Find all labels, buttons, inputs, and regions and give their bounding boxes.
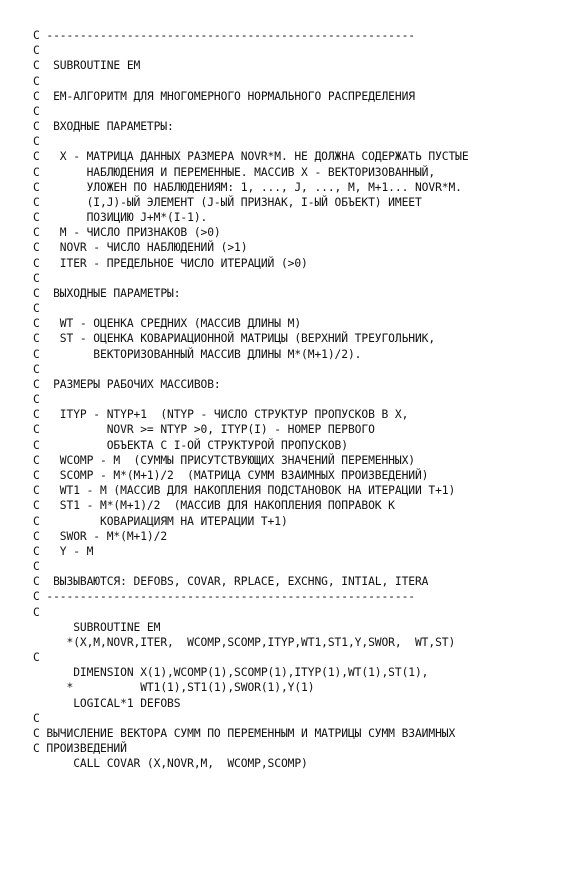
code-line: C ------------------------------------------------------- <box>33 29 415 42</box>
code-line: C <box>33 135 40 149</box>
code-line: C (I,J)-ЫЙ ЭЛЕМЕНТ (J-ЫЙ ПРИЗНАК, I-ЫЙ ОБЪЕКТ) ИМЕЕТ <box>33 195 422 209</box>
code-line: C WT1 - M (МАССИВ ДЛЯ НАКОПЛЕНИЯ ПОДСТАНОВОК НА ИТЕРАЦИИ T+1) <box>33 484 456 498</box>
code-line: C ВЫХОДНЫЕ ПАРАМЕТРЫ: <box>33 286 181 300</box>
code-line: LOGICAL*1 DEFOBS <box>33 696 181 710</box>
code-line: C ОБЪЕКТА С I-ОЙ СТРУКТУРОЙ ПРОПУСКОВ) <box>33 438 348 452</box>
code-line: C РАЗМЕРЫ РАБОЧИХ МАССИВОВ: <box>33 377 221 391</box>
fortran-code-listing <box>33 28 553 771</box>
code-line: C <box>33 271 40 285</box>
code-line: C ВЫЗЫВАЮТСЯ: DEFOBS, COVAR, RPLACE, EXCHNG, INTIAL, ITERA <box>33 575 429 589</box>
code-line: C SUBROUTINE EM <box>33 59 141 73</box>
code-line: C ST - ОЦЕНКА КОВАРИАЦИОННОЙ МАТРИЦЫ (ВЕРХНИЙ ТРЕУГОЛЬНИК, <box>33 332 436 346</box>
code-line: C ПРОИЗВЕДЕНИЙ <box>33 742 127 756</box>
code-line: C SWOR - M*(M+1)/2 <box>33 529 168 543</box>
code-line: C M - ЧИСЛО ПРИЗНАКОВ (>0) <box>33 226 221 240</box>
code-line: C ВХОДНЫЕ ПАРАМЕТРЫ: <box>33 120 174 134</box>
code-line: C ITER - ПРЕДЕЛЬНОЕ ЧИСЛО ИТЕРАЦИЙ (>0) <box>33 256 308 270</box>
code-line: *(X,M,NOVR,ITER, WCOMP,SCOMP,ITYP,WT1,ST1,Y,SWOR, WT,ST) <box>33 635 456 649</box>
code-line: C ВЕКТОРИЗОВАННЫЙ МАССИВ ДЛИНЫ M*(M+1)/2). <box>33 347 362 361</box>
code-line: C X - МАТРИЦА ДАННЫХ РАЗМЕРА NOVR*M. НЕ ДОЛЖНА СОДЕРЖАТЬ ПУСТЫЕ <box>33 150 469 164</box>
code-line: C <box>33 74 40 88</box>
code-line: C <box>33 104 40 118</box>
code-line: C NOVR - ЧИСЛО НАБЛЮДЕНИЙ (>1) <box>33 241 248 255</box>
code-line: C <box>33 560 40 574</box>
code-line: C <box>33 605 40 619</box>
code-line: C ------------------------------------------------------- <box>33 590 415 604</box>
code-line: C УЛОЖЕН ПО НАБЛЮДЕНИЯМ: 1, ..., J, ..., M, M+1... NOVR*M. <box>33 180 462 194</box>
code-line: C <box>33 393 40 407</box>
code-line: DIMENSION X(1),WCOMP(1),SCOMP(1),ITYP(1),WT(1),ST(1), <box>33 666 429 680</box>
code-line: C WT - ОЦЕНКА СРЕДНИХ (МАССИВ ДЛИНЫ M) <box>33 317 302 331</box>
code-line: C <box>33 44 40 58</box>
code-line: C КОВАРИАЦИЯМ НА ИТЕРАЦИИ T+1) <box>33 514 288 528</box>
code-line: C ITYP - NTYP+1 (NTYP - ЧИСЛО СТРУКТУР ПРОПУСКОВ В X, <box>33 408 409 422</box>
code-line: C <box>33 362 40 376</box>
code-line: C <box>33 711 40 725</box>
code-line: C <box>33 302 40 316</box>
code-line: C WCOMP - M (СУММЫ ПРИСУТСТВУЮЩИХ ЗНАЧЕНИЙ ПЕРЕМЕННЫХ) <box>33 453 415 467</box>
code-line: C EM-АЛГОРИТМ ДЛЯ МНОГОМЕРНОГО НОРМАЛЬНОГО РАСПРЕДЕЛЕНИЯ <box>33 89 415 103</box>
code-line: C NOVR >= NTYP >0, ITYP(I) - НОМЕР ПЕРВОГО <box>33 423 375 437</box>
code-line: C Y - M <box>33 544 94 558</box>
code-line: SUBROUTINE EM <box>33 620 161 634</box>
code-line: C <box>33 651 40 665</box>
code-line: C НАБЛЮДЕНИЯ И ПЕРЕМЕННЫЕ. МАССИВ X - ВЕКТОРИЗОВАННЫЙ, <box>33 165 436 179</box>
code-line: CALL COVAR (X,NOVR,M, WCOMP,SCOMP) <box>33 757 308 771</box>
code-line: * WT1(1),ST1(1),SWOR(1),Y(1) <box>33 681 315 695</box>
code-line: C ПОЗИЦИЮ J+M*(I-1). <box>33 211 208 225</box>
code-line: C ST1 - M*(M+1)/2 (МАССИВ ДЛЯ НАКОПЛЕНИЯ ПОПРАВОК К <box>33 499 395 513</box>
code-line: C ВЫЧИСЛЕНИЕ ВЕКТОРА СУММ ПО ПЕРЕМЕННЫМ И МАТРИЦЫ СУММ ВЗАИМНЫХ <box>33 726 456 740</box>
code-line: C SCOMP - M*(M+1)/2 (МАТРИЦА СУММ ВЗАИМНЫХ ПРОИЗВЕДЕНИЙ) <box>33 468 429 482</box>
